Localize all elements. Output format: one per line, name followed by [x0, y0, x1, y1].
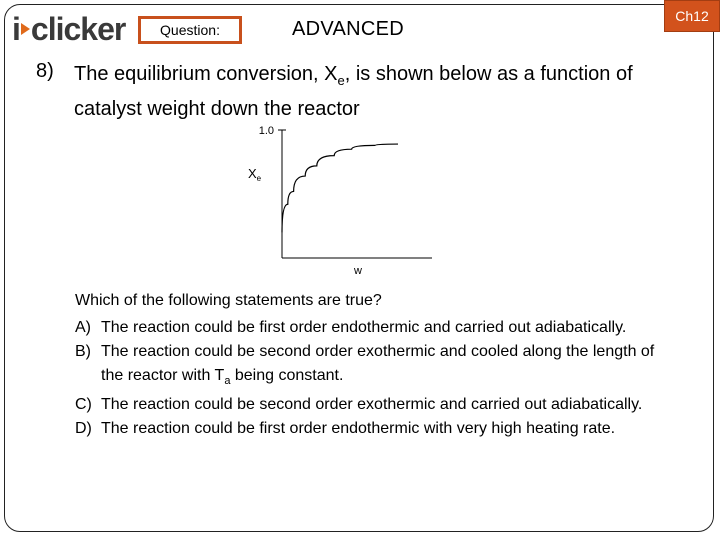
- y-tick-label: 1.0: [258, 125, 274, 137]
- choice-letter: B): [75, 343, 91, 360]
- choice-c[interactable]: [75, 393, 675, 417]
- question-tag: [138, 16, 242, 44]
- question-text-part2: , is shown below as a function of catalyst weight down the reactor: [74, 63, 633, 120]
- choice-d[interactable]: [75, 417, 675, 441]
- choice-text: The reaction could be second order exothermic and cooled along the length of the reactor with $T_a$ being constant.: [101, 343, 655, 388]
- prompt-text: Which of the following statements are true?: [75, 292, 382, 309]
- choice-text: The reaction could be first order endothermic with very high heating rate.: [101, 420, 616, 438]
- conversion-curve: [282, 144, 398, 232]
- choice-text: The reaction could be second order exothermic and carried out adiabatically.: [101, 396, 643, 414]
- logo-arrow-icon: [21, 23, 30, 35]
- question-text-sub: e: [337, 73, 345, 88]
- choice-letter: C): [75, 396, 92, 414]
- choice-a[interactable]: [75, 316, 675, 340]
- logo-clicker: clicker: [30, 11, 126, 47]
- question-text-part1: The equilibrium conversion, X: [74, 63, 338, 85]
- choice-letter: D): [75, 420, 92, 438]
- logo-i: i: [12, 11, 20, 47]
- question-text: [74, 60, 634, 123]
- x-axis-label: w: [354, 265, 362, 277]
- question-number: 8): [36, 60, 54, 82]
- chapter-tag: [664, 0, 720, 32]
- choice-letter: A): [75, 319, 91, 336]
- question-tag-label: Question:: [160, 22, 220, 38]
- conversion-chart: [240, 118, 440, 280]
- iclicker-logo: [12, 12, 125, 46]
- y-axis-label: $X_e$: [248, 166, 262, 183]
- difficulty-level: ADVANCED: [292, 18, 405, 40]
- chapter-label: Ch12: [675, 8, 709, 24]
- answer-choices: [75, 316, 675, 441]
- choice-text: The reaction could be first order endothermic and carried out adiabatically.: [101, 319, 627, 336]
- choice-b[interactable]: [75, 340, 675, 393]
